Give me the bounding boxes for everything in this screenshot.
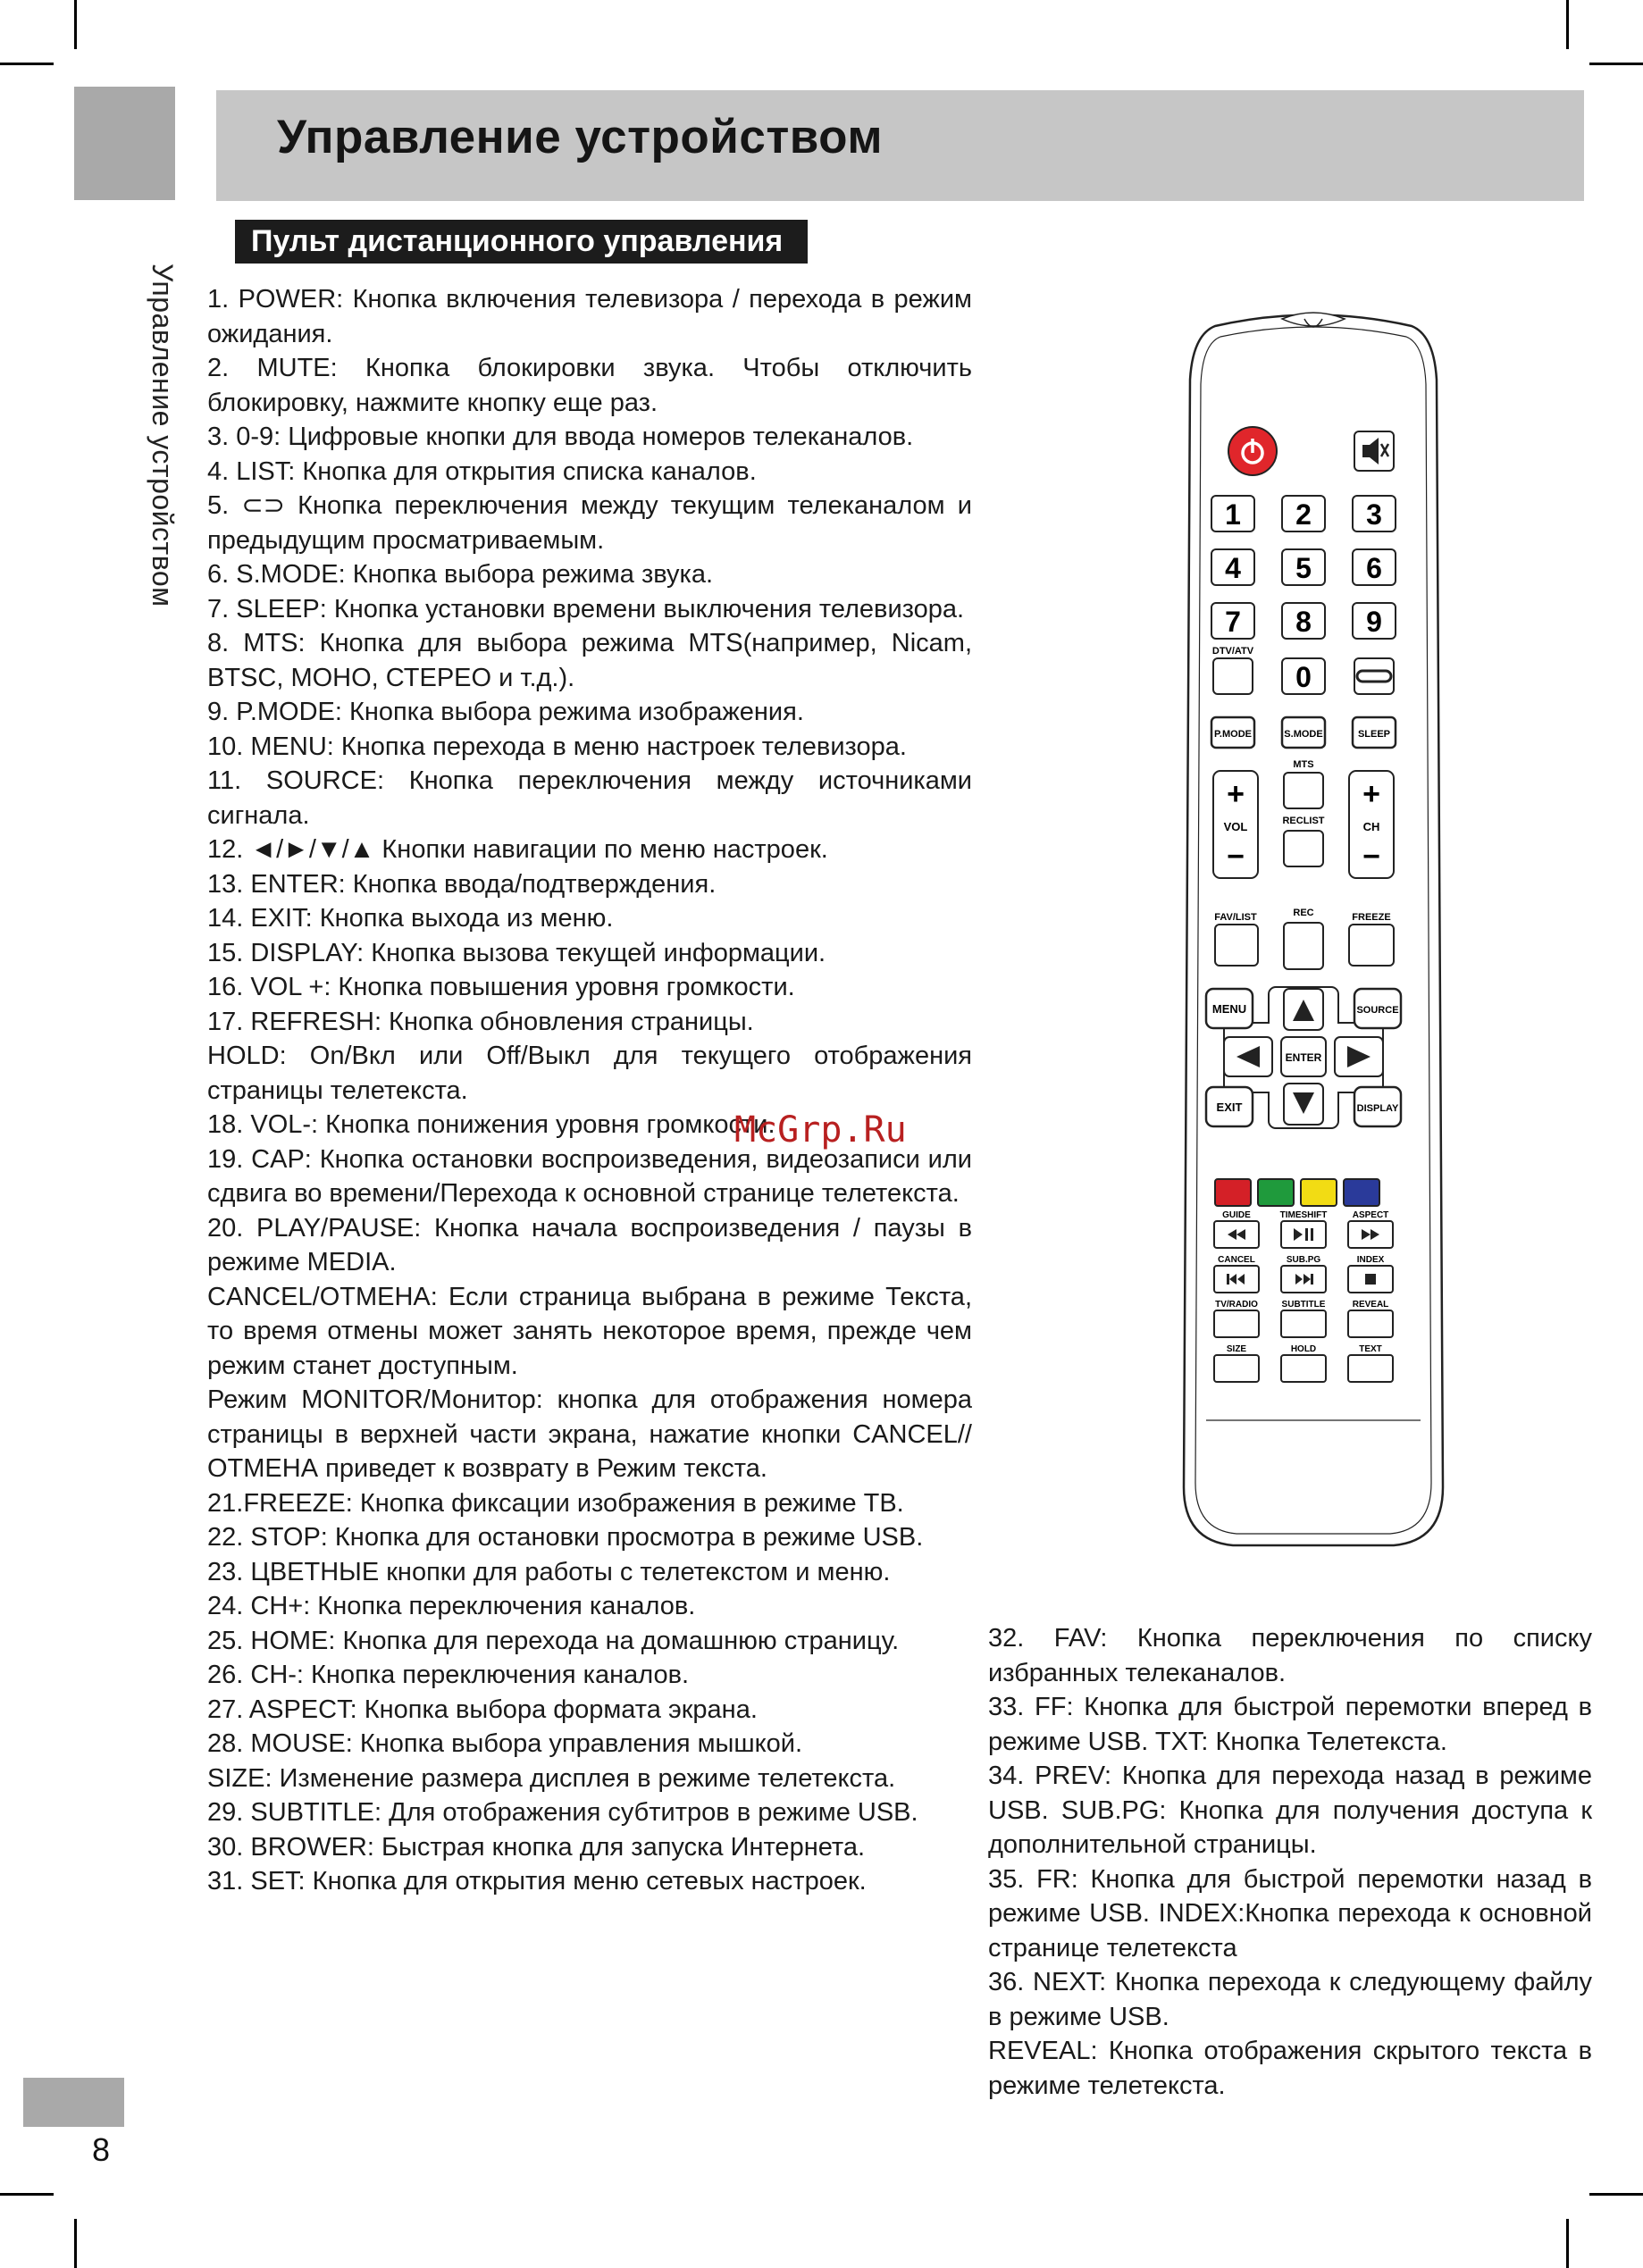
crop-mark xyxy=(1589,63,1643,65)
tv_radio-label: TV/RADIO xyxy=(1215,1300,1258,1310)
description-item: HOLD: On/Вкл или Off/Выкл для текущего отображения страницы телетекста. xyxy=(207,1042,972,1105)
description-item: SIZE: Изменение размера дисплея в режиме телетекста. xyxy=(207,1763,896,1793)
rec-button xyxy=(1284,923,1323,969)
digit-label: 4 xyxy=(1225,552,1241,584)
description-item: 7. SLEEP: Кнопка установки времени выключения телевизора. xyxy=(207,594,965,623)
digit-label: 6 xyxy=(1366,552,1382,584)
description-item: REVEAL: Кнопка отображения скрытого текста в режиме телетекста. xyxy=(988,2037,1592,2100)
description-item: 22. STOP: Кнопка для остановки просмотра в режиме USB. xyxy=(207,1523,924,1552)
description-item: 33. FF: Кнопка для быстрой перемотки вперед в режиме USB. TXT: Кнопка Телетекста. xyxy=(988,1693,1592,1756)
rec-label: REC xyxy=(1293,908,1314,918)
description-item: 20. PLAY/PAUSE: Кнопка начала воспроизведения / паузы в режиме MEDIA. xyxy=(207,1213,972,1276)
description-item: 13. ENTER: Кнопка ввода/подтверждения. xyxy=(207,869,717,899)
description-item: 12. ◄/►/▼/▲ Кнопки навигации по меню настроек. xyxy=(207,835,828,864)
description-item: 35. FR: Кнопка для быстрой перемотки назад в режиме USB. INDEX:Кнопка перехода к основной странице телетекста xyxy=(988,1864,1592,1963)
digit-label: 9 xyxy=(1366,606,1382,638)
ch-label: CH xyxy=(1362,820,1380,833)
watermark: McGrp.Ru xyxy=(734,1109,907,1151)
timeshift-label: TIMESHIFT xyxy=(1279,1210,1328,1220)
svg-text:+: + xyxy=(1227,777,1245,811)
description-item: 5. ⊂⊃ Кнопка переключения между текущим телеканалом и предыдущим просматриваемым. xyxy=(207,491,972,555)
media-button xyxy=(1281,1310,1326,1337)
description-item: 9. P.MODE: Кнопка выбора режима изображения. xyxy=(207,698,804,726)
description-item: 18. VOL-: Кнопка понижения уровня громкости. xyxy=(207,1110,775,1139)
description-item: 15. DISPLAY: Кнопка вызова текущей информации. xyxy=(207,938,826,967)
description-item: 2. MUTE: Кнопка блокировки звука. Чтобы отключить блокировку, нажмите кнопку еще раз. xyxy=(207,354,972,417)
media-button xyxy=(1281,1355,1326,1382)
digit-label: 1 xyxy=(1225,498,1241,531)
return-button xyxy=(1354,658,1394,694)
smode-label: S.MODE xyxy=(1284,729,1323,740)
description-item: 10. MENU: Кнопка перехода в меню настроек телевизора. xyxy=(207,732,907,761)
yellow-button xyxy=(1301,1179,1337,1206)
page-number: 8 xyxy=(92,2131,111,2168)
exit-label: EXIT xyxy=(1216,1101,1243,1114)
dtv-atv-label: DTV/ATV xyxy=(1211,646,1254,657)
menu-label: MENU xyxy=(1211,1002,1247,1016)
page-number-box xyxy=(23,2078,124,2127)
crop-mark xyxy=(1589,2193,1643,2196)
left-text-column xyxy=(207,282,972,1899)
description-item: 36. NEXT: Кнопка перехода к следующему файлу в режиме USB. xyxy=(988,1968,1592,2031)
blue-button xyxy=(1344,1179,1379,1206)
description-item: 19. CAP: Кнопка остановки воспроизведения, видеозаписи или сдвига во времени/Перехода к основной странице телетекста. xyxy=(207,1144,972,1208)
description-item: 4. LIST: Кнопка для открытия списка каналов. xyxy=(207,456,757,486)
vol-label: VOL xyxy=(1223,820,1248,833)
display-label: DISPLAY xyxy=(1356,1103,1399,1114)
svg-text:−: − xyxy=(1227,840,1245,874)
description-item: 11. SOURCE: Кнопка переключения между источниками сигнала. xyxy=(207,766,972,830)
side-chapter-label: Управление устройством xyxy=(147,264,179,607)
description-item: 14. EXIT: Кнопка выхода из меню. xyxy=(207,904,614,933)
description-item: 31. SET: Кнопка для открытия меню сетевых настроек. xyxy=(207,1867,867,1896)
fav-list-button xyxy=(1215,925,1258,966)
guide-label: GUIDE xyxy=(1222,1210,1251,1220)
crop-mark xyxy=(0,63,54,65)
red-button xyxy=(1215,1179,1251,1206)
description-item: 6. S.MODE: Кнопка выбора режима звука. xyxy=(207,560,714,589)
right-text-column xyxy=(988,1621,1592,2103)
description-item: 32. FAV: Кнопка переключения по списку избранных телеканалов. xyxy=(988,1624,1592,1687)
fav-list-label: FAV/LIST xyxy=(1214,912,1257,923)
description-item: 23. ЦВЕТНЫЕ кнопки для работы с телетекстом и меню. xyxy=(207,1557,891,1586)
crop-mark xyxy=(1566,0,1569,49)
mode-keys xyxy=(1211,717,1396,748)
description-item: 25. HOME: Кнопка для перехода на домашнюю страницу. xyxy=(207,1626,900,1655)
digit-label: 3 xyxy=(1366,498,1382,531)
cancel-label: CANCEL xyxy=(1218,1255,1255,1265)
mts-button xyxy=(1284,773,1323,808)
freeze-label: FREEZE xyxy=(1352,912,1391,923)
green-button xyxy=(1258,1179,1294,1206)
description-item: 29. SUBTITLE: Для отображения субтитров в режиме USB. xyxy=(207,1798,918,1827)
description-item: 28. MOUSE: Кнопка выбора управления мышкой. xyxy=(207,1729,803,1758)
digit-label: 0 xyxy=(1295,661,1312,693)
digit-label: 8 xyxy=(1295,606,1312,638)
text-label: TEXT xyxy=(1359,1344,1382,1354)
crop-mark xyxy=(0,2193,54,2196)
crop-mark xyxy=(74,0,77,49)
description-item: 3. 0-9: Цифровые кнопки для ввода номеров телеканалов. xyxy=(207,423,914,451)
description-item: 16. VOL +: Кнопка повышения уровня громкости. xyxy=(207,973,795,1001)
description-item: 26. CH-: Кнопка переключения каналов. xyxy=(207,1661,690,1689)
dtv-atv-button xyxy=(1213,658,1253,694)
page-title: Управление устройством xyxy=(277,111,884,163)
description-item: 30. BROWER: Быстрая кнопка для запуска Интернета. xyxy=(207,1832,866,1862)
enter-label: ENTER xyxy=(1285,1051,1322,1064)
reclist-label: RECLIST xyxy=(1282,816,1325,826)
media-button xyxy=(1214,1355,1259,1382)
chapter-tab xyxy=(74,87,175,200)
description-item: 27. ASPECT: Кнопка выбора формата экрана. xyxy=(207,1695,758,1724)
svg-text:−: − xyxy=(1362,840,1380,874)
svg-text:+: + xyxy=(1362,777,1380,811)
description-item: 17. REFRESH: Кнопка обновления страницы. xyxy=(207,1007,754,1036)
media-button xyxy=(1348,1355,1393,1382)
index-label: INDEX xyxy=(1356,1255,1385,1265)
size-label: SIZE xyxy=(1226,1344,1247,1354)
aspect-label: ASPECT xyxy=(1352,1210,1389,1220)
media-button xyxy=(1214,1310,1259,1337)
digit-label: 2 xyxy=(1295,498,1312,531)
stop-icon xyxy=(1365,1274,1376,1285)
digit-label: 7 xyxy=(1225,606,1241,638)
description-item: 1. POWER: Кнопка включения телевизора / перехода в режим ожидания. xyxy=(207,285,972,348)
description-item: 24. CH+: Кнопка переключения каналов. xyxy=(207,1592,696,1620)
remote-control-illustration xyxy=(1179,308,1447,1550)
crop-mark xyxy=(74,2219,77,2268)
title-bar xyxy=(216,90,1584,201)
media-button xyxy=(1348,1310,1393,1337)
digit-label: 5 xyxy=(1295,552,1312,584)
source-label: SOURCE xyxy=(1356,1005,1399,1016)
freeze-button xyxy=(1349,925,1394,966)
crop-mark xyxy=(1566,2219,1569,2268)
media-button xyxy=(1281,1221,1326,1248)
hold-label: HOLD xyxy=(1290,1344,1317,1354)
description-item: Режим MONITOR/Монитор: кнопка для отображения номера страницы в верхней части экрана, нажатие кнопки CANCEL//ОТМЕНА приведет к возврату в Режим текста. xyxy=(207,1385,972,1483)
section-heading: Пульт дистанционного управления xyxy=(235,220,808,264)
subpg-label: SUB.PG xyxy=(1286,1255,1321,1265)
reclist-button xyxy=(1284,831,1323,866)
sleep-label: SLEEP xyxy=(1357,729,1391,740)
pmode-label: P.MODE xyxy=(1214,729,1252,740)
description-item: 21.FREEZE: Кнопка фиксации изображения в режиме ТВ. xyxy=(207,1488,904,1518)
reveal-label: REVEAL xyxy=(1352,1300,1389,1310)
description-item: 34. PREV: Кнопка для перехода назад в режиме USB. SUB.PG: Кнопка для получения доступа к дополнительной страницы. xyxy=(988,1762,1592,1859)
description-item: CANCEL/ОТМЕНА: Если страница выбрана в режиме Текста, то время отмены может занять некоторое время, прежде чем режим станет доступным. xyxy=(207,1282,972,1380)
subtitle-label: SUBTITLE xyxy=(1281,1300,1326,1310)
description-item: 8. MTS: Кнопка для выбора режима MTS(например, Nicam, BTSC, МОНО, СТЕРЕО и т.д.). xyxy=(207,629,972,692)
mts-label: MTS xyxy=(1293,759,1314,770)
